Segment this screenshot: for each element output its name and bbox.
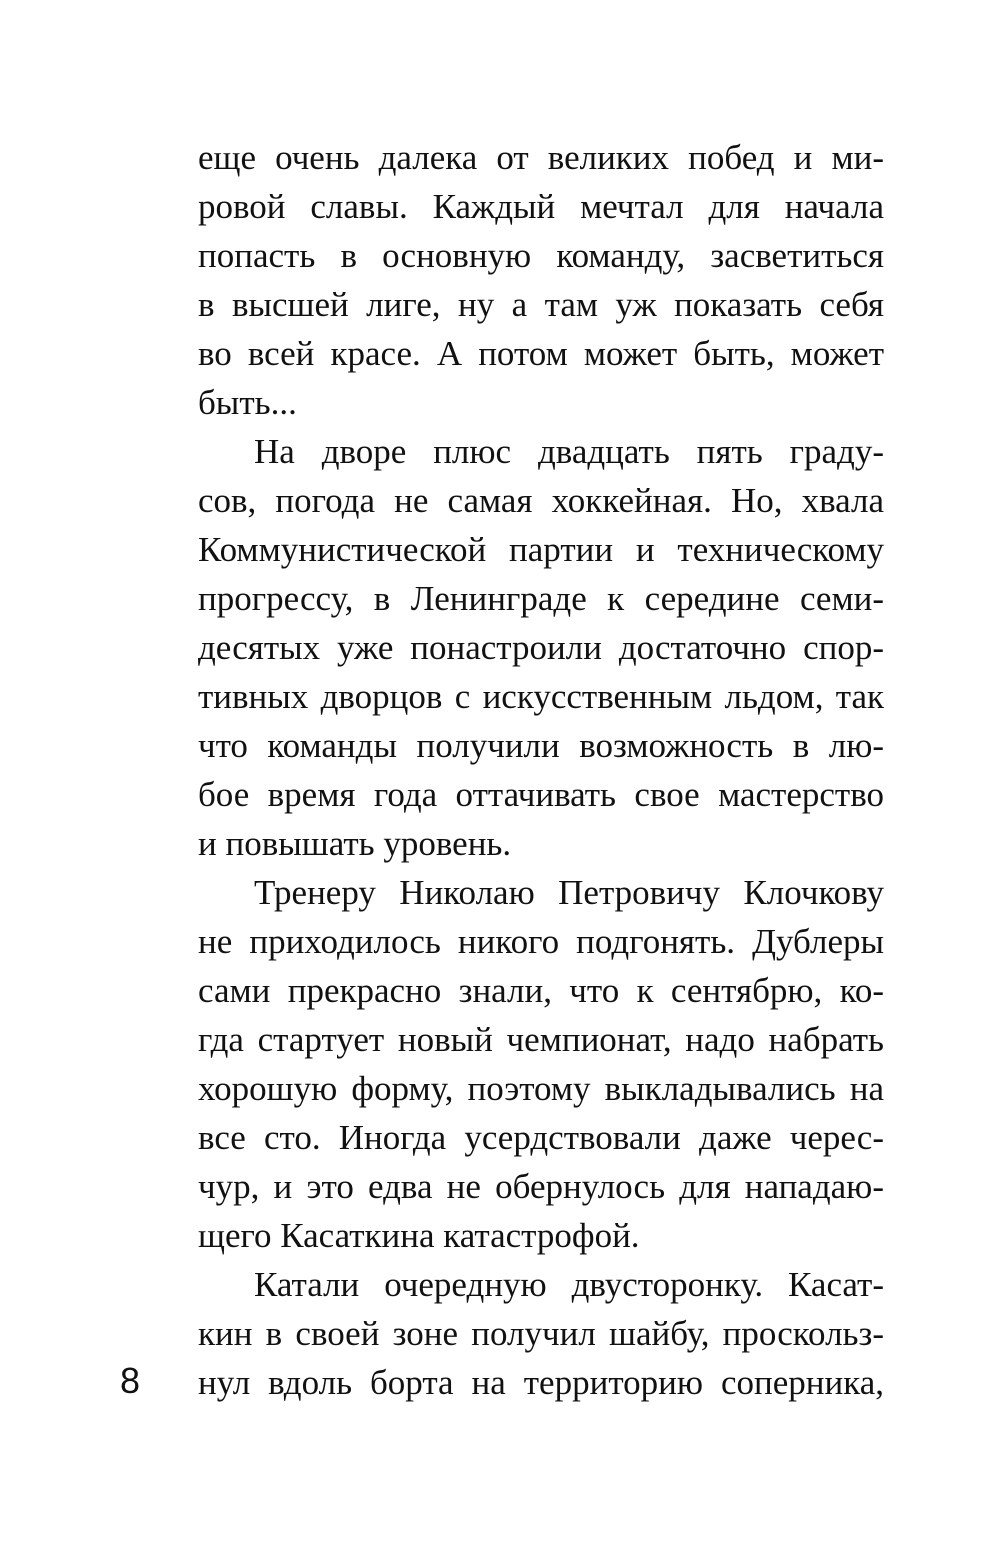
body-text [198, 133, 884, 1407]
text-line: кин в своей зоне получил шайбу, проскольз- [198, 1314, 884, 1353]
text-line: в высшей лиге, ну а там уж показать себя [198, 285, 884, 324]
text-line: бое время года оттачивать свое мастерство [198, 775, 884, 814]
text-line: Тренеру Николаю Петровичу Клочкову [254, 873, 884, 912]
text-line: прогрессу, в Ленинграде к середине семи- [198, 579, 884, 618]
text-line: и повышать уровень. [198, 824, 512, 863]
text-line: чур, и это едва не обернулось для нападаю- [198, 1167, 884, 1206]
text-line: сами прекрасно знали, что к сентябрю, ко- [198, 971, 884, 1010]
text-line: что команды получили возможность в лю- [198, 726, 884, 765]
text-line: сов, погода не самая хоккейная. Но, хвала [198, 481, 884, 520]
text-line: быть... [198, 383, 297, 422]
text-line: Катали очередную двусторонку. Касат- [254, 1265, 884, 1304]
text-line: хорошую форму, поэтому выкладывались на [198, 1069, 884, 1108]
text-line: щего Касаткина катастрофой. [198, 1216, 640, 1255]
page-number: 8 [120, 1360, 141, 1401]
text-line: все сто. Иногда усердствовали даже черес- [198, 1118, 884, 1157]
text-line: нул вдоль борта на территорию соперника, [198, 1363, 884, 1402]
text-line: во всей красе. А потом может быть, может [198, 334, 884, 373]
text-line: тивных дворцов с искусственным льдом, так [198, 677, 884, 716]
text-line: гда стартует новый чемпионат, надо набрать [198, 1020, 884, 1059]
text-line: ровой славы. Каждый мечтал для начала [198, 187, 884, 226]
text-line: еще очень далека от великих побед и ми- [198, 138, 884, 177]
text-line: попасть в основную команду, засветиться [198, 236, 884, 275]
text-line: десятых уже понастроили достаточно спор- [198, 628, 884, 667]
text-line: не приходилось никого подгонять. Дублеры [198, 922, 884, 961]
text-line: Коммунистической партии и техническому [198, 530, 884, 569]
text-line: На дворе плюс двадцать пять граду- [254, 432, 884, 471]
